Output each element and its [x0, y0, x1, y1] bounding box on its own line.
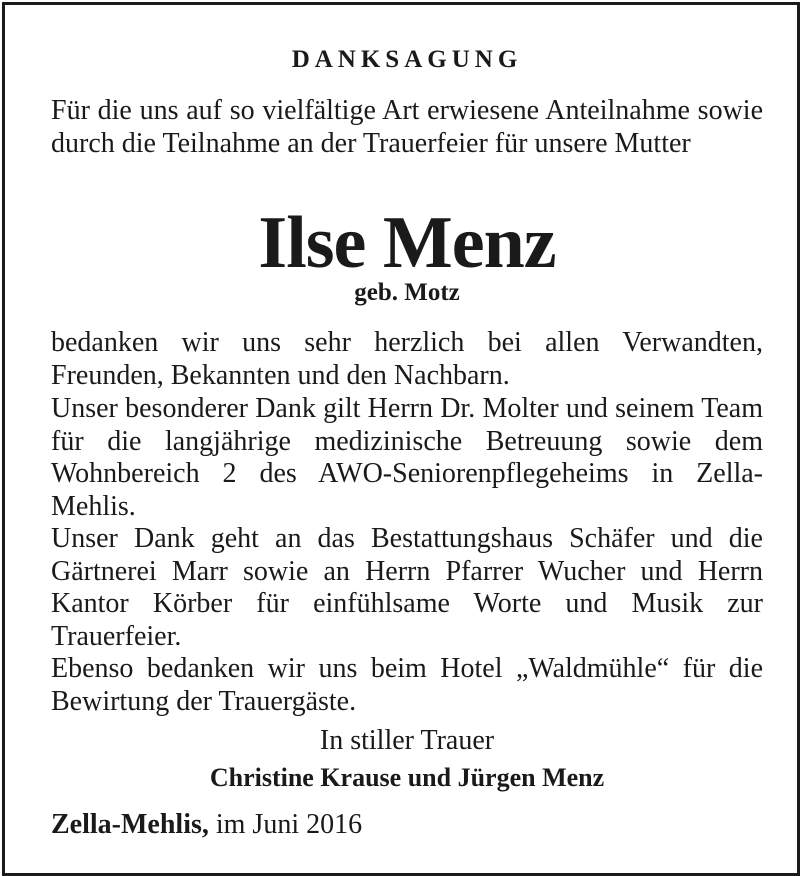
- signatories: Christine Krause und Jürgen Menz: [209, 763, 605, 792]
- date-text: im Juni 2016: [208, 809, 363, 840]
- thanks-paragraph-relatives: bedanken wir uns sehr herzlich bei allen Verwandten, Freunden, Bekannten und den Nachbarn.: [51, 327, 763, 391]
- notice-heading: DANKSAGUNG: [291, 46, 523, 73]
- thanks-paragraph-doctor: Unser besonderer Dank gilt Herrn Dr. Molter und seinem Team für die langjährige medizinische Betreuung sowie dem Wohnbereich 2 des AWO-Seniorenpflegeheims in Zella-Mehlis.: [51, 393, 763, 522]
- thanks-paragraph-funeral: Unser Dank geht an das Bestattungshaus Schäfer und die Gärtnerei Marr sowie an Herrn Pfarrer Wucher und Herrn Kantor Körber für einfühlsame Worte und Musik zur Trauerfeier.: [51, 523, 763, 652]
- place-date-line: [51, 809, 763, 841]
- deceased-name: Ilse Menz: [258, 202, 556, 284]
- place-name: Zella-Mehlis,: [51, 809, 209, 840]
- thanks-paragraph-hotel: Ebenso bedanken wir uns beim Hotel „Waldmühle“ für die Bewirtung der Trauergäste.: [51, 653, 763, 717]
- deceased-birth-name: geb. Motz: [354, 279, 460, 306]
- notice-frame: [2, 2, 800, 876]
- intro-paragraph: Für die uns auf so vielfältige Art erwiesene Anteilnahme sowie durch die Teilnahme an der Trauerfeier für unsere Mutter: [51, 95, 763, 159]
- mourning-line: In stiller Trauer: [319, 725, 495, 756]
